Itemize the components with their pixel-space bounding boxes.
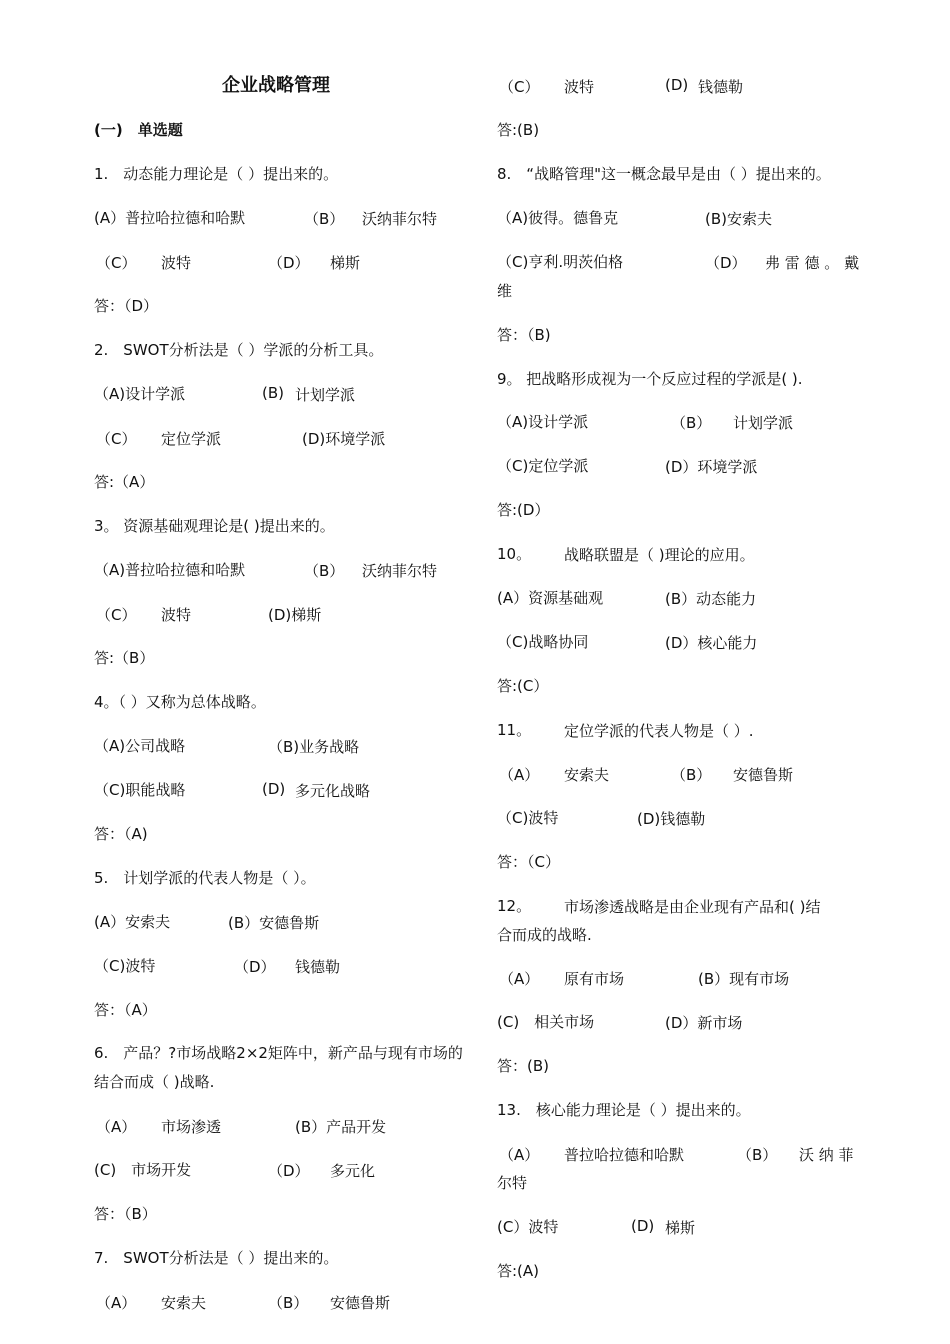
- q3-answer: 答:（B）: [94, 649, 155, 667]
- q6-option-d-label: （D）: [268, 1162, 310, 1180]
- question-1-stem: 1. 动态能力理论是（ ）提出来的。: [94, 165, 339, 183]
- q5-option-d-label: （D）: [234, 958, 276, 976]
- q4-option-b: （B)业务战略: [268, 738, 360, 756]
- q7-option-a-text: 安索夫: [161, 1294, 207, 1312]
- q6-answer: 答：（B）: [94, 1205, 157, 1223]
- q4-option-c: （C)职能战略: [94, 781, 186, 799]
- q13-option-b-wrap: 尔特: [497, 1174, 528, 1192]
- q4-option-d-text: 多元化战略: [295, 782, 371, 800]
- q11-option-d: (D)钱德勒: [637, 810, 706, 828]
- q7-option-c-text: 波特: [564, 78, 595, 96]
- q3-option-a: （A)普拉哈拉德和哈默: [94, 561, 246, 579]
- q6-option-c: (C) 市场开发: [94, 1161, 192, 1179]
- q7-option-a-label: （A）: [96, 1294, 137, 1312]
- q13-option-d-text: 梯斯: [665, 1219, 696, 1237]
- q7-option-b-text: 安德鲁斯: [330, 1294, 391, 1312]
- q13-option-a-text: 普拉哈拉德和哈默: [564, 1146, 685, 1164]
- q9-option-d: (D）环境学派: [665, 458, 758, 476]
- question-9-stem: 9。 把战略形成视为一个反应过程的学派是( ).: [497, 370, 803, 388]
- q1-option-b-label: （B）: [304, 210, 345, 228]
- q1-option-c-text: 波特: [161, 254, 192, 272]
- question-10-stem: 战略联盟是（ )理论的应用。: [564, 546, 755, 564]
- q8-answer: 答：（B): [497, 326, 551, 344]
- q11-option-c: （C)波特: [497, 809, 559, 827]
- q10-answer: 答:(C）: [497, 677, 549, 695]
- q13-option-a-label: （A）: [499, 1146, 540, 1164]
- q13-answer: 答:(A): [497, 1262, 540, 1280]
- question-11-stem: 定位学派的代表人物是（ ）.: [564, 722, 754, 740]
- q4-option-a: （A)公司战略: [94, 737, 186, 755]
- q1-option-d-label: （D）: [268, 254, 310, 272]
- question-3-stem: 3。 资源基础观理论是( )提出来的。: [94, 517, 335, 535]
- q10-option-b: (B）动态能力: [665, 590, 757, 608]
- q5-option-d-text: 钱德勒: [295, 958, 341, 976]
- q10-option-c: （C)战略协同: [497, 633, 589, 651]
- q12-option-d: (D）新市场: [665, 1014, 743, 1032]
- q2-option-a: （A)设计学派: [94, 385, 186, 403]
- q11-option-a-text: 安索夫: [564, 766, 610, 784]
- q9-option-b-text: 计划学派: [733, 414, 794, 432]
- question-6-stem: 6. 产品？?市场战略2×2矩阵中，新产品与现有市场的结合而成（ )战略.: [94, 1044, 463, 1091]
- q6-option-a-label: （A）: [96, 1118, 137, 1136]
- q2-option-b-label: (B): [262, 384, 284, 402]
- q1-option-b-text: 沃纳菲尔特: [362, 210, 438, 228]
- q7-option-c-label: （C）: [499, 78, 540, 96]
- q8-option-d-text: 弗 雷 德 。 戴: [765, 254, 860, 272]
- q9-answer: 答:(D）: [497, 501, 550, 519]
- page-title: 企业战略管理: [222, 75, 330, 96]
- question-8-stem: 8. “战略管理"这一概念最早是由（ ）提出来的。: [497, 165, 831, 183]
- q11-option-b-text: 安德鲁斯: [733, 766, 794, 784]
- q7-option-b-label: （B）: [268, 1294, 309, 1312]
- q13-option-c: (C）波特: [497, 1218, 559, 1236]
- q4-option-d-label: (D): [262, 780, 286, 798]
- question-4-stem: 4。（ ）又称为总体战略。: [94, 693, 266, 711]
- question-12-stem-wrap: 合而成的战略.: [497, 926, 592, 944]
- q7-option-d-label: (D): [665, 76, 689, 94]
- question-12-stem: 市场渗透战略是由企业现有产品和( )结: [564, 898, 821, 916]
- q5-option-b: (B）安德鲁斯: [228, 914, 320, 932]
- q1-option-c-label: （C）: [96, 254, 137, 272]
- q3-option-c-text: 波特: [161, 606, 192, 624]
- q6-option-b: (B）产品开发: [295, 1118, 387, 1136]
- question-12-number: 12。: [497, 897, 532, 915]
- q13-option-b-label: （B）: [737, 1146, 778, 1164]
- q8-option-d-label: （D）: [705, 254, 747, 272]
- q3-option-c-label: （C）: [96, 606, 137, 624]
- q2-option-b-text: 计划学派: [295, 386, 356, 404]
- q5-answer: 答：（A）: [94, 1001, 157, 1019]
- q11-option-b-label: （B）: [671, 766, 712, 784]
- q5-option-c: （C)波特: [94, 957, 156, 975]
- q4-answer: 答：（A): [94, 825, 148, 843]
- q1-option-d-text: 梯斯: [330, 254, 361, 272]
- q2-option-c-label: （C）: [96, 430, 137, 448]
- q9-option-c: （C)定位学派: [497, 457, 589, 475]
- question-11-number: 11。: [497, 721, 532, 739]
- q8-option-d-wrap: 维: [497, 282, 513, 300]
- q2-option-d: (D)环境学派: [302, 430, 386, 448]
- q11-option-a-label: （A）: [499, 766, 540, 784]
- q12-option-a-text: 原有市场: [564, 970, 625, 988]
- q5-option-a: (A）安索夫: [94, 913, 171, 931]
- q13-option-b-text: 沃 纳 菲: [799, 1146, 854, 1164]
- q2-option-c-text: 定位学派: [161, 430, 222, 448]
- q2-answer: 答:（A）: [94, 473, 155, 491]
- q12-option-b: (B）现有市场: [698, 970, 790, 988]
- q12-answer: 答：(B): [497, 1057, 549, 1075]
- q6-option-a-text: 市场渗透: [161, 1118, 222, 1136]
- q10-option-d: (D）核心能力: [665, 634, 758, 652]
- q12-option-a-label: （A）: [499, 970, 540, 988]
- q8-option-a: （A)彼得。德鲁克: [497, 209, 619, 227]
- q9-option-a: （A)设计学派: [497, 413, 589, 431]
- question-10-number: 10。: [497, 545, 532, 563]
- q7-answer: 答:(B): [497, 121, 540, 139]
- q13-option-d-label: (D): [631, 1217, 655, 1235]
- q6-option-d-text: 多元化: [330, 1162, 376, 1180]
- q3-option-b-text: 沃纳菲尔特: [362, 562, 438, 580]
- q8-option-c: （C)亨利.明茨伯格: [497, 253, 624, 271]
- q8-option-b: (B)安索夫: [705, 210, 772, 228]
- question-13-stem: 13. 核心能力理论是（ ）提出来的。: [497, 1101, 751, 1119]
- q9-option-b-label: （B）: [671, 414, 712, 432]
- section-heading: (一) 单选题: [94, 121, 183, 139]
- q12-option-c: (C) 相关市场: [497, 1013, 595, 1031]
- q7-option-d-text: 钱德勒: [698, 78, 744, 96]
- q3-option-d: (D)梯斯: [268, 606, 322, 624]
- q1-option-a: (A）普拉哈拉德和哈默: [94, 209, 246, 227]
- q10-option-a: (A）资源基础观: [497, 589, 604, 607]
- q11-answer: 答：（C）: [497, 853, 560, 871]
- q3-option-b-label: （B）: [304, 562, 345, 580]
- question-7-stem: 7. SWOT分析法是（ ）提出来的。: [94, 1249, 339, 1267]
- q1-answer: 答：（D）: [94, 297, 159, 315]
- question-2-stem: 2. SWOT分析法是（ ）学派的分析工具。: [94, 341, 384, 359]
- question-5-stem: 5. 计划学派的代表人物是（ ）。: [94, 869, 316, 887]
